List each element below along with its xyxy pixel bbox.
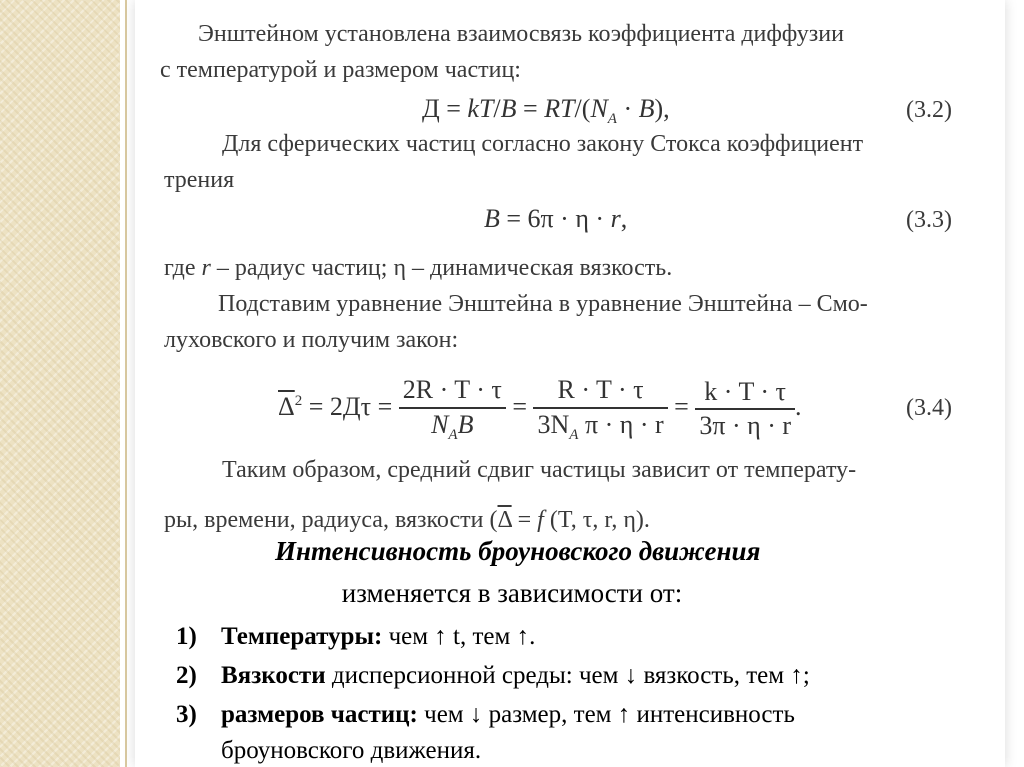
list-item-continuation: броуновского движения.: [221, 737, 482, 764]
list-item: [176, 702, 795, 727]
formula-part: B: [500, 94, 517, 123]
fraction: [399, 374, 506, 444]
fraction: [533, 374, 667, 444]
list-item: [176, 663, 810, 688]
list-text: чем ↓ размер, тем ↑ интенсивность: [417, 701, 795, 728]
equation-number: (3.2): [906, 97, 952, 123]
formula-part: B: [457, 409, 474, 439]
formula-part: B: [638, 94, 655, 123]
equation-3-3: [484, 206, 627, 232]
fraction-denominator: 3π · η · r: [699, 411, 792, 441]
text-fragment: ры, времени, радиуса, вязкости (: [164, 507, 498, 533]
equation-3-4: [278, 374, 802, 444]
formula-part: A: [607, 111, 617, 127]
list-text: дисперсионной среды: чем ↓ вязкость, тем ↑;: [325, 662, 810, 689]
text-fragment: где: [164, 255, 202, 281]
list-item: [176, 624, 535, 649]
formula-part: = 6π · η ·: [499, 204, 611, 233]
scan-text-line: Для сферических частиц согласно закону Стокса коэффициент: [222, 131, 864, 157]
formula-part: 2: [294, 393, 303, 410]
text-fragment: f: [537, 507, 544, 533]
formula-part: RT: [544, 94, 575, 123]
formula-part: $\overline{\Delta}$: [278, 392, 295, 422]
text-fragment: $\overline{\Delta}$: [497, 507, 512, 533]
text-fragment: r: [201, 255, 211, 281]
formula-part: /: [493, 94, 501, 123]
list-number: 1): [176, 623, 197, 650]
scan-text-line: Энштейном установлена взаимосвязь коэффициента диффузии: [198, 21, 844, 47]
formula-part: N: [590, 94, 608, 123]
formula-part: ·: [616, 94, 639, 123]
fraction-numerator: R · T · τ: [533, 374, 667, 409]
formula-part: /(: [574, 94, 591, 123]
formula-part: kT: [467, 94, 494, 123]
list-term: Вязкости: [221, 662, 326, 689]
scan-text-line: луховского и получим закон:: [164, 327, 459, 353]
equation-number: (3.4): [906, 395, 952, 421]
formula-part: Д =: [422, 94, 468, 123]
list-number: 3): [176, 701, 197, 728]
text-fragment: (T, τ, r, η).: [543, 507, 650, 533]
fraction-denominator: [399, 409, 506, 445]
scan-text-line: Таким образом, средний сдвиг частицы зависит от температу-: [222, 457, 857, 483]
formula-part: r: [610, 204, 621, 233]
formula-part: A: [569, 426, 579, 443]
list-term: Температуры:: [221, 623, 383, 650]
decorative-divider: [125, 0, 127, 767]
formula-part: N: [431, 409, 449, 439]
list-number: 2): [176, 662, 197, 689]
formula-part: ,: [620, 204, 628, 233]
formula-part: A: [448, 426, 458, 443]
fraction: [695, 376, 795, 443]
scan-text-line: трения: [164, 167, 235, 193]
formula-part: =: [505, 392, 534, 422]
scan-text-line: с температурой и размером частиц:: [160, 57, 521, 83]
equation-number: (3.3): [906, 207, 952, 233]
formula-part: =: [516, 94, 545, 123]
list-term: размеров частиц:: [221, 701, 418, 728]
slide-heading: Интенсивность броуновского движения: [275, 536, 761, 566]
formula-part: = 2Дτ =: [302, 392, 399, 422]
fraction-numerator: k · T · τ: [695, 376, 795, 411]
formula-part: ),: [654, 94, 670, 123]
slide-subheading: изменяется в зависимости от:: [341, 578, 683, 608]
text-fragment: – радиус частиц; η – динамическая вязкость.: [210, 255, 673, 281]
equation-3-2: [422, 96, 670, 127]
list-text: чем ↑ t, тем ↑.: [382, 623, 536, 650]
scan-text-line: Подставим уравнение Энштейна в уравнение Энштейна – Смо-: [218, 291, 868, 317]
formula-part: π · η · r: [578, 409, 664, 439]
decorative-side-strip: [0, 0, 120, 767]
formula-part: =: [667, 392, 696, 422]
text-fragment: =: [511, 507, 538, 533]
fraction-numerator: 2R · T · τ: [399, 374, 506, 409]
formula-part: .: [795, 392, 802, 422]
formula-part: B: [484, 204, 500, 233]
fraction-denominator: [533, 409, 667, 445]
scan-text-line: [164, 508, 650, 532]
formula-part: 3N: [537, 409, 570, 439]
scan-text-line: [164, 256, 672, 280]
